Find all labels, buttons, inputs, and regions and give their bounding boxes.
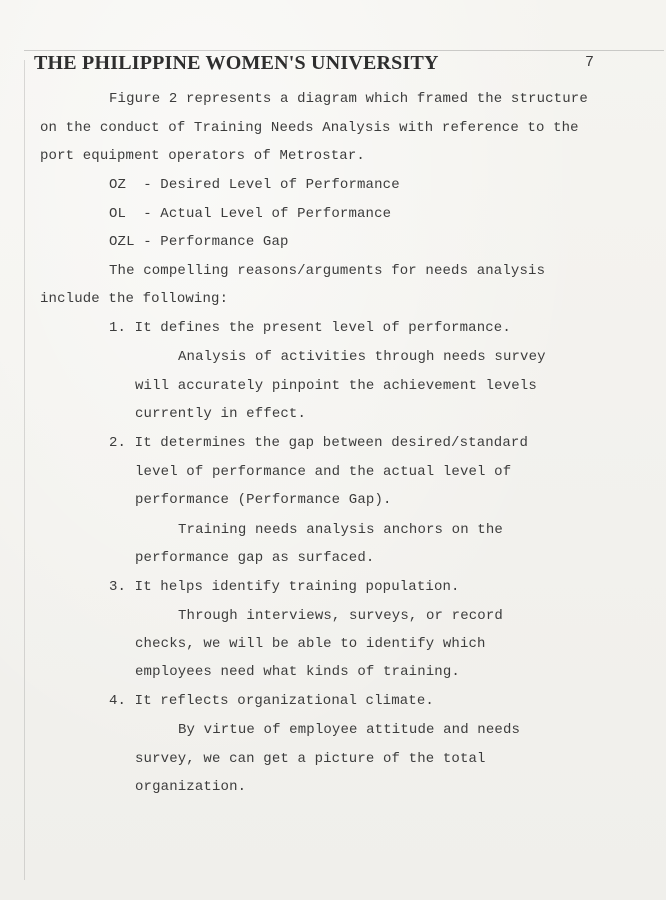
page-edge-line (24, 60, 25, 880)
legend-ol: OL - Actual Level of Performance (109, 206, 392, 222)
intro-line-1: Figure 2 represents a diagram which framed the structure (109, 91, 588, 107)
header-rule (24, 50, 664, 51)
reasons-intro-line-2: include the following: (40, 291, 229, 307)
item-4-line-3: organization. (135, 779, 247, 795)
item-3-line-3: employees need what kinds of training. (135, 664, 460, 680)
item-4-heading: 4. It reflects organizational climate. (109, 693, 434, 709)
item-4-line-1: By virtue of employee attitude and needs (178, 722, 521, 738)
item-2-line-1: level of performance and the actual level of (135, 464, 512, 480)
item-1-line-2: will accurately pinpoint the achievement levels (135, 378, 537, 394)
intro-line-3: port equipment operators of Metrostar. (40, 148, 365, 164)
item-2-heading: 2. It determines the gap between desired/standard (109, 435, 529, 451)
item-3-line-1: Through interviews, surveys, or record (178, 608, 503, 624)
item-2-line-3: Training needs analysis anchors on the (178, 522, 503, 538)
legend-ozl: OZL - Performance Gap (109, 234, 289, 250)
item-2-line-4: performance gap as surfaced. (135, 550, 375, 566)
reasons-intro-line-1: The compelling reasons/arguments for needs analysis (109, 263, 546, 279)
page-header (34, 52, 634, 76)
item-2-line-2: performance (Performance Gap). (135, 492, 392, 508)
item-1-heading: 1. It defines the present level of performance. (109, 320, 511, 336)
item-1-line-1: Analysis of activities through needs survey (178, 349, 546, 365)
item-3-heading: 3. It helps identify training population. (109, 579, 460, 595)
university-title: THE PHILIPPINE WOMEN'S UNIVERSITY (34, 52, 439, 74)
item-1-line-3: currently in effect. (135, 406, 307, 422)
item-4-line-2: survey, we can get a picture of the total (135, 751, 486, 767)
intro-line-2: on the conduct of Training Needs Analysis with reference to the (40, 120, 579, 136)
page-number: 7 (585, 54, 595, 71)
item-3-line-2: checks, we will be able to identify which (135, 636, 486, 652)
legend-oz: OZ - Desired Level of Performance (109, 177, 400, 193)
